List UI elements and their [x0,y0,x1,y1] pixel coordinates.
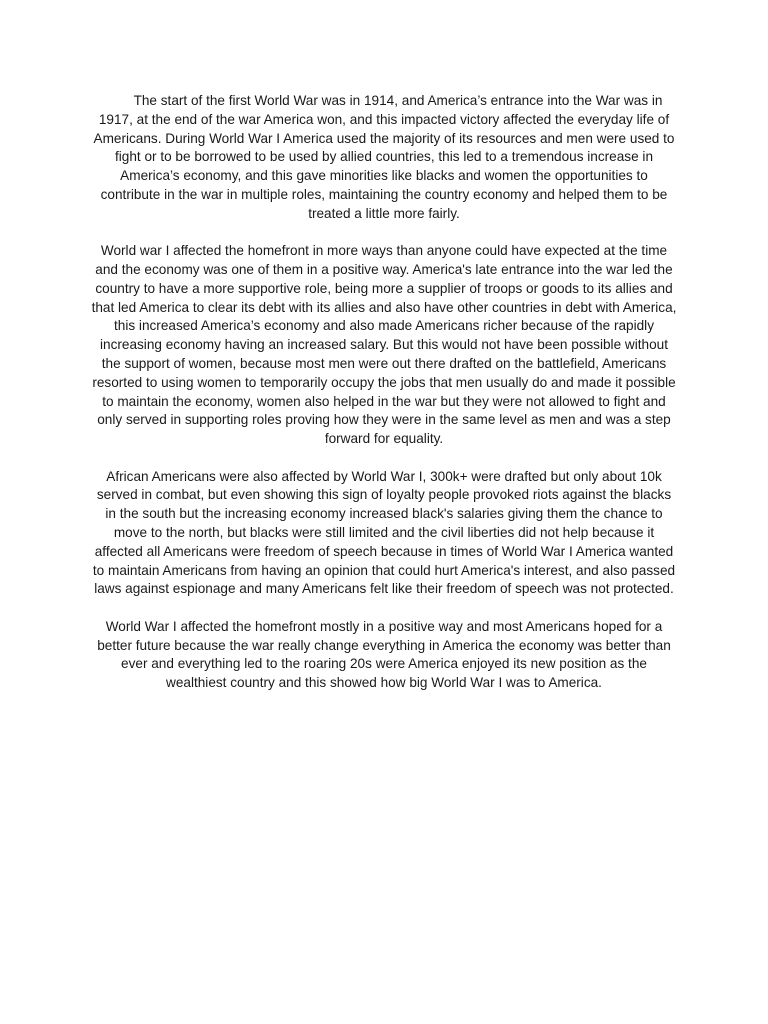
paragraph-intro: The start of the first World War was in 1914, and America’s entrance into the War was in 1917, at the end of the war America won, and this impacted victory affected the everyday life of Americans. During World War I America used the majority of its resources and men were used to fight or to be borrowed to be used by allied countries, this led to a tremendous increase in America’s economy, and this gave minorities like blacks and women the opportunities to contribute in the war in multiple roles, maintaining the country economy and helped them to be treated a little more fairly. [93,93,675,221]
paragraph-african-americans: African Americans were also affected by World War I, 300k+ were drafted but only about 10k served in combat, but even showing this sign of loyalty people provoked riots against the blacks in the south but the increasing economy increased black's salaries giving them the chance to move to the north, but blacks were still limited and the civil liberties did not help because it affected all Americans were freedom of speech because in times of World War I America wanted to maintain Americans from having an opinion that could hurt America's interest, and also passed laws against espionage and many Americans felt like their freedom of speech was not protected. [92,468,676,597]
paragraph-homefront-economy: World war I affected the homefront in more ways than anyone could have expected at the time and the economy was one of them in a positive way. America's late entrance into the war led the country to have a more supportive role, being more a supplier of troops or goods to its allies and that led America to clear its debt with its allies and also have other countries in debt with America, this increased America’s economy and also made Americans richer because of the rapidly increasing economy having an increased salary. But this would not have been possible without the support of women, because most men were out there drafted on the battlefield, Americans resorted to using women to temporarily occupy the jobs that men usually do and made it possible to maintain the economy, women also helped in the war but they were not allowed to fight and only served in supporting roles proving how they were in the same level as men and was a step forward for equality. [91,243,677,447]
paragraph-conclusion: World War I affected the homefront mostly in a positive way and most Americans hoped for a better future because the war really change everything in America the economy was better than ever and everything led to the roaring 20s were America enjoyed its new position as the wealthiest country and this showed how big World War I was to America. [97,618,671,691]
document-body [90,92,678,693]
